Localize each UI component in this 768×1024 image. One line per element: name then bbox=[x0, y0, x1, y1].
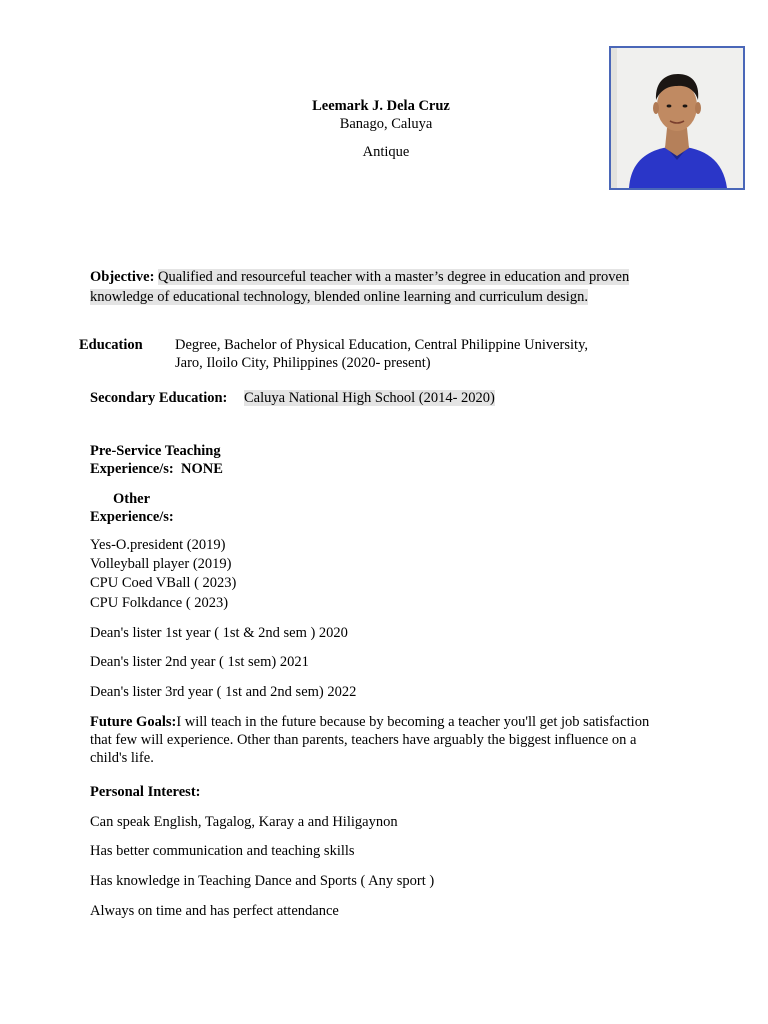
profile-photo bbox=[609, 46, 745, 190]
objective-label: Objective: bbox=[90, 269, 155, 285]
preservice-label-line-2 bbox=[90, 460, 223, 478]
personal-interest-label: Personal Interest: bbox=[90, 784, 201, 800]
address-line-1: Banago, Caluya bbox=[339, 116, 433, 132]
other-experience-item: Volleyball player (2019) bbox=[90, 556, 232, 572]
education-line-1: Degree, Bachelor of Physical Education, Central Philippine University, bbox=[175, 337, 589, 353]
deans-lister-item: Dean's lister 1st year ( 1st & 2nd sem ) 2020 bbox=[90, 625, 348, 641]
education-label: Education bbox=[79, 337, 143, 353]
objective-text: Qualified and resourceful teacher with a master’s degree in education and proven bbox=[158, 269, 630, 285]
secondary-education-label: Secondary Education: bbox=[90, 390, 228, 406]
deans-lister-item: Dean's lister 2nd year ( 1st sem) 2021 bbox=[90, 654, 309, 670]
personal-interest-item: Always on time and has perfect attendance bbox=[90, 903, 339, 919]
future-goals-line-3: child's life. bbox=[90, 750, 154, 766]
future-goals-line-2: that few will experience. Other than parents, teachers have arguably the biggest influence on a bbox=[90, 732, 637, 748]
secondary-education-value bbox=[244, 389, 495, 407]
future-goals-label: Future Goals: bbox=[90, 714, 177, 730]
person-photo-icon bbox=[611, 48, 743, 188]
future-goals-text: I will teach in the future because by becoming a teacher you'll get job satisfaction bbox=[176, 714, 650, 730]
objective-line-1 bbox=[90, 268, 629, 286]
other-label-line-1: Other bbox=[113, 491, 151, 507]
personal-interest-item: Has better communication and teaching skills bbox=[90, 843, 355, 859]
personal-interest-item: Can speak English, Tagalog, Karay a and Hiligaynon bbox=[90, 814, 398, 830]
address-line-2: Antique bbox=[362, 144, 410, 160]
other-label-line-2: Experience/s: bbox=[90, 509, 174, 525]
resume-name: Leemark J. Dela Cruz bbox=[312, 98, 450, 114]
deans-lister-item: Dean's lister 3rd year ( 1st and 2nd sem) 2022 bbox=[90, 684, 357, 700]
objective-line-2 bbox=[90, 288, 588, 306]
objective-text-continued: knowledge of educational technology, blended online learning and curriculum design. bbox=[90, 289, 588, 305]
preservice-value: NONE bbox=[181, 461, 223, 477]
preservice-label-line-1: Pre-Service Teaching bbox=[90, 443, 221, 459]
education-line-2: Jaro, Iloilo City, Philippines (2020- present) bbox=[175, 355, 431, 371]
other-experience-item: CPU Coed VBall ( 2023) bbox=[90, 575, 237, 591]
secondary-education-school: Caluya National High School (2014- 2020) bbox=[244, 390, 495, 406]
personal-interest-item: Has knowledge in Teaching Dance and Sports ( Any sport ) bbox=[90, 873, 435, 889]
preservice-label: Experience/s: bbox=[90, 461, 174, 477]
other-experience-item: Yes-O.president (2019) bbox=[90, 537, 226, 553]
other-experience-item: CPU Folkdance ( 2023) bbox=[90, 595, 229, 611]
future-goals-line-1 bbox=[90, 713, 649, 731]
